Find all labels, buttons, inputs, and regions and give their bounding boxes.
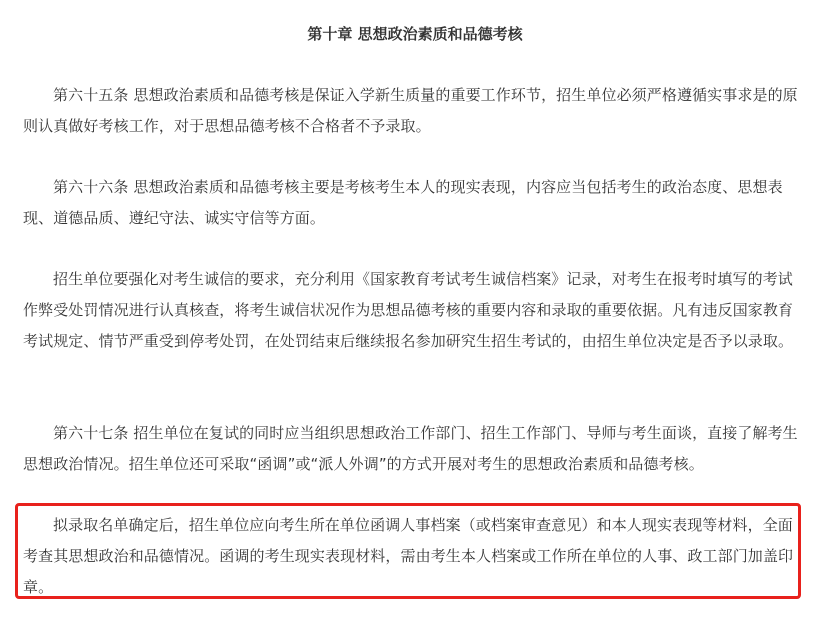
highlighted-paragraph: 拟录取名单确定后，招生单位应向考生所在单位函调人事档案（或档案审查意见）和本人现实表现等材料，全面考查其思想政治和品德情况。函调的考生现实表现材料，需由考生本人档案或工作所在单位的人事、政工部门加盖印章。 (23, 516, 794, 596)
chapter-title: 第十章 思想政治素质和品德考核 (307, 25, 523, 43)
article-66-paragraph: 第六十六条 思想政治素质和品德考核主要是考核考生本人的现实表现，内容应当包括考生的政治态度、思想表现、道德品质、遵纪守法、诚实守信等方面。 (23, 178, 783, 227)
article-67-paragraph: 第六十七条 招生单位在复试的同时应当组织思想政治工作部门、招生工作部门、导师与考生面谈，直接了解考生思想政治情况。招生单位还可采取“函调”或“派人外调”的方式开展对考生的思想政治素质和品德考核。 (23, 424, 798, 473)
article-65-paragraph: 第六十五条 思想政治素质和品德考核是保证入学新生质量的重要工作环节，招生单位必须严格遵循实事求是的原则认真做好考核工作，对于思想品德考核不合格者不予录取。 (23, 86, 798, 135)
integrity-requirement-paragraph: 招生单位要强化对考生诚信的要求，充分利用《国家教育考试考生诚信档案》记录，对考生在报考时填写的考试作弊受处罚情况进行认真核查，将考生诚信状况作为思想品德考核的重要内容和录取的重要依据。凡有违反国家教育考试规定、情节严重受到停考处罚，在处罚结束后继续报名参加研究生招生考试的，由招生单位决定是否予以录取。 (23, 270, 794, 350)
